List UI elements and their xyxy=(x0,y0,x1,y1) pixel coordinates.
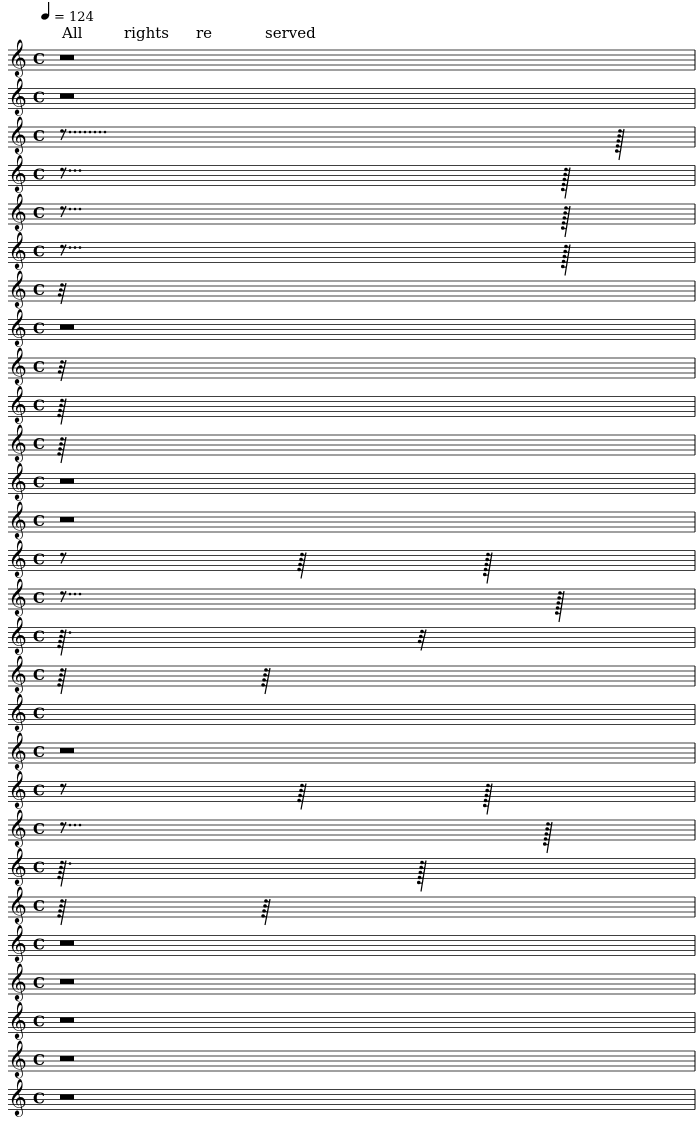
rest-128th xyxy=(615,129,624,160)
staff xyxy=(8,462,695,501)
staff-lines xyxy=(8,589,695,609)
rest-128th xyxy=(561,206,570,237)
treble-clef-icon: 𝄞 xyxy=(8,153,27,192)
augmentation-dot xyxy=(69,169,72,172)
rest-eighth xyxy=(60,591,81,602)
augmentation-dot xyxy=(79,246,82,249)
time-signature: C xyxy=(33,666,45,684)
augmentation-dot xyxy=(89,131,92,134)
staff-lines xyxy=(8,1051,695,1071)
time-signature: C xyxy=(33,627,45,646)
quarter-note-icon xyxy=(40,2,50,21)
staff xyxy=(8,885,695,925)
augmentation-dot xyxy=(74,246,77,249)
treble-clef-icon: 𝄞 xyxy=(8,76,27,115)
staff-lines xyxy=(8,936,695,956)
staff-lines xyxy=(8,127,695,147)
treble-clef-icon: 𝄞 xyxy=(8,384,27,423)
treble-clef-icon: 𝄞 xyxy=(8,423,27,461)
treble-clef-icon: 𝄞 xyxy=(8,307,27,346)
staff-lines xyxy=(8,782,695,802)
staff xyxy=(8,154,695,199)
lyric-syllable: rights xyxy=(124,24,169,42)
rest-eighth xyxy=(60,553,66,564)
time-signature: C xyxy=(33,820,45,838)
time-signature: C xyxy=(33,127,45,145)
staff xyxy=(8,770,695,815)
augmentation-dot xyxy=(74,208,77,211)
staff-lines xyxy=(8,1013,695,1033)
augmentation-dot xyxy=(69,862,72,865)
augmentation-dot xyxy=(84,131,87,134)
time-signature: C xyxy=(33,1089,45,1108)
staff-lines xyxy=(8,397,695,417)
staff xyxy=(8,500,695,539)
time-signature: C xyxy=(33,781,45,800)
staff-lines xyxy=(8,320,695,340)
staff xyxy=(8,77,695,116)
time-signature: C xyxy=(33,589,45,607)
staff-lines xyxy=(8,512,695,532)
augmentation-dot xyxy=(104,131,107,134)
treble-clef-icon: 𝄞 xyxy=(8,538,27,577)
staff xyxy=(8,616,695,656)
rest-eighth xyxy=(60,206,81,217)
treble-clef-icon: 𝄞 xyxy=(8,1000,27,1039)
time-signature: C xyxy=(33,204,45,222)
staff-lines xyxy=(8,166,695,186)
time-signature: C xyxy=(33,1051,45,1069)
rest-128th xyxy=(561,245,570,276)
staff xyxy=(8,1001,695,1040)
staff xyxy=(8,231,695,276)
treble-clef-icon: 𝄞 xyxy=(8,500,27,538)
staff xyxy=(8,192,695,237)
time-signature: C xyxy=(33,396,45,415)
augmentation-dot xyxy=(79,824,82,827)
treble-clef-icon: 𝄞 xyxy=(8,192,27,230)
treble-clef-icon: 𝄞 xyxy=(8,731,27,769)
treble-clef-icon: 𝄞 xyxy=(8,615,27,654)
treble-clef-icon: 𝄞 xyxy=(8,885,27,923)
augmentation-dot xyxy=(69,593,72,596)
staff-lines xyxy=(8,243,695,263)
staff-lines xyxy=(8,1090,695,1110)
lyric-syllable: All xyxy=(62,24,83,42)
rest-whole xyxy=(60,94,74,99)
staff xyxy=(8,1078,695,1117)
time-signature: C xyxy=(33,550,45,569)
treble-clef-icon: 𝄞 xyxy=(8,38,27,76)
staff xyxy=(8,539,695,584)
rest-eighth xyxy=(60,129,106,140)
augmentation-dot xyxy=(74,593,77,596)
staff-lines xyxy=(8,89,695,109)
time-signature: C xyxy=(33,435,45,453)
staff xyxy=(8,693,695,732)
rest-whole xyxy=(60,941,74,946)
staff-lines xyxy=(8,204,695,224)
rest-eighth xyxy=(60,245,81,256)
staff xyxy=(8,731,695,770)
time-signature: C xyxy=(33,935,45,954)
staff-lines xyxy=(8,897,695,917)
rest-whole xyxy=(60,1056,74,1061)
augmentation-dot xyxy=(69,824,72,827)
treble-clef-icon: 𝄞 xyxy=(8,692,27,731)
rest-128th xyxy=(483,784,492,815)
treble-clef-icon: 𝄞 xyxy=(8,346,27,384)
rest-128th xyxy=(417,861,426,892)
augmentation-dot xyxy=(94,131,97,134)
staff-lines xyxy=(8,281,695,301)
treble-clef-icon: 𝄞 xyxy=(8,115,27,153)
time-signature: C xyxy=(33,319,45,338)
lyric-syllable: re xyxy=(196,24,213,42)
lyrics-line xyxy=(61,24,316,42)
staff xyxy=(8,38,695,77)
treble-clef-icon: 𝄞 xyxy=(8,769,27,808)
rest-whole xyxy=(60,517,74,522)
treble-clef-icon: 𝄞 xyxy=(8,269,27,307)
staff xyxy=(8,962,695,1001)
time-signature: C xyxy=(33,358,45,376)
tempo-marking xyxy=(40,2,94,25)
treble-clef-icon: 𝄞 xyxy=(8,654,27,692)
staff xyxy=(8,346,695,385)
time-signature: C xyxy=(33,473,45,492)
staff-lines xyxy=(8,474,695,494)
staff-lines xyxy=(8,358,695,378)
treble-clef-icon: 𝄞 xyxy=(8,461,27,500)
staff-lines xyxy=(8,666,695,686)
rest-eighth xyxy=(60,784,66,795)
staff-lines xyxy=(8,50,695,70)
staff xyxy=(8,577,695,622)
staff xyxy=(8,808,695,853)
rest-whole xyxy=(60,325,74,330)
time-signature: C xyxy=(33,512,45,530)
time-signature: C xyxy=(33,974,45,992)
rest-eighth xyxy=(60,168,81,179)
staff-lines xyxy=(8,435,695,455)
augmentation-dot xyxy=(79,169,82,172)
augmentation-dot xyxy=(74,824,77,827)
staff xyxy=(8,269,695,308)
augmentation-dot xyxy=(99,131,102,134)
augmentation-dot xyxy=(79,593,82,596)
staff-system xyxy=(8,38,695,1117)
time-signature: C xyxy=(33,281,45,299)
staff xyxy=(8,654,695,694)
augmentation-dot xyxy=(69,246,72,249)
augmentation-dot xyxy=(79,208,82,211)
augmentation-dot xyxy=(79,131,82,134)
augmentation-dot xyxy=(69,208,72,211)
staff xyxy=(8,1039,695,1078)
augmentation-dot xyxy=(69,631,72,634)
rest-eighth xyxy=(60,822,81,833)
time-signature: C xyxy=(33,858,45,877)
time-signature: C xyxy=(33,242,45,261)
staff xyxy=(8,308,695,347)
staff-lines xyxy=(8,551,695,571)
staff xyxy=(8,423,695,463)
rest-128th xyxy=(555,591,564,622)
rest-whole xyxy=(60,479,74,484)
staff-lines xyxy=(8,974,695,994)
tempo-value: = 124 xyxy=(54,10,94,25)
lyric-syllable: served xyxy=(265,24,316,42)
time-signature: C xyxy=(33,704,45,723)
treble-clef-icon: 𝄞 xyxy=(8,846,27,885)
treble-clef-icon: 𝄞 xyxy=(8,1077,27,1116)
staff-lines xyxy=(8,820,695,840)
time-signature: C xyxy=(33,743,45,761)
rest-whole xyxy=(60,748,74,753)
time-signature: C xyxy=(33,88,45,107)
treble-clef-icon: 𝄞 xyxy=(8,923,27,962)
rest-whole xyxy=(60,55,74,60)
staff-lines xyxy=(8,743,695,763)
rest-128th xyxy=(561,168,570,199)
treble-clef-icon: 𝄞 xyxy=(8,962,27,1000)
staff xyxy=(8,924,695,963)
time-signature: C xyxy=(33,165,45,184)
treble-clef-icon: 𝄞 xyxy=(8,808,27,846)
time-signature: C xyxy=(33,1012,45,1031)
staff-lines xyxy=(8,628,695,648)
staff-lines xyxy=(8,705,695,725)
staff xyxy=(8,847,695,892)
staff xyxy=(8,115,695,160)
treble-clef-icon: 𝄞 xyxy=(8,230,27,269)
augmentation-dot xyxy=(74,169,77,172)
time-signature: C xyxy=(33,50,45,68)
time-signature: C xyxy=(33,897,45,915)
augmentation-dot xyxy=(69,131,72,134)
rest-whole xyxy=(60,979,74,984)
rest-whole xyxy=(60,1095,74,1100)
staff xyxy=(8,385,695,425)
treble-clef-icon: 𝄞 xyxy=(8,1039,27,1077)
rest-128th xyxy=(483,553,492,584)
rest-128th xyxy=(543,822,552,853)
treble-clef-icon: 𝄞 xyxy=(8,577,27,615)
staff-lines xyxy=(8,859,695,879)
augmentation-dot xyxy=(74,131,77,134)
rest-whole xyxy=(60,1018,74,1023)
